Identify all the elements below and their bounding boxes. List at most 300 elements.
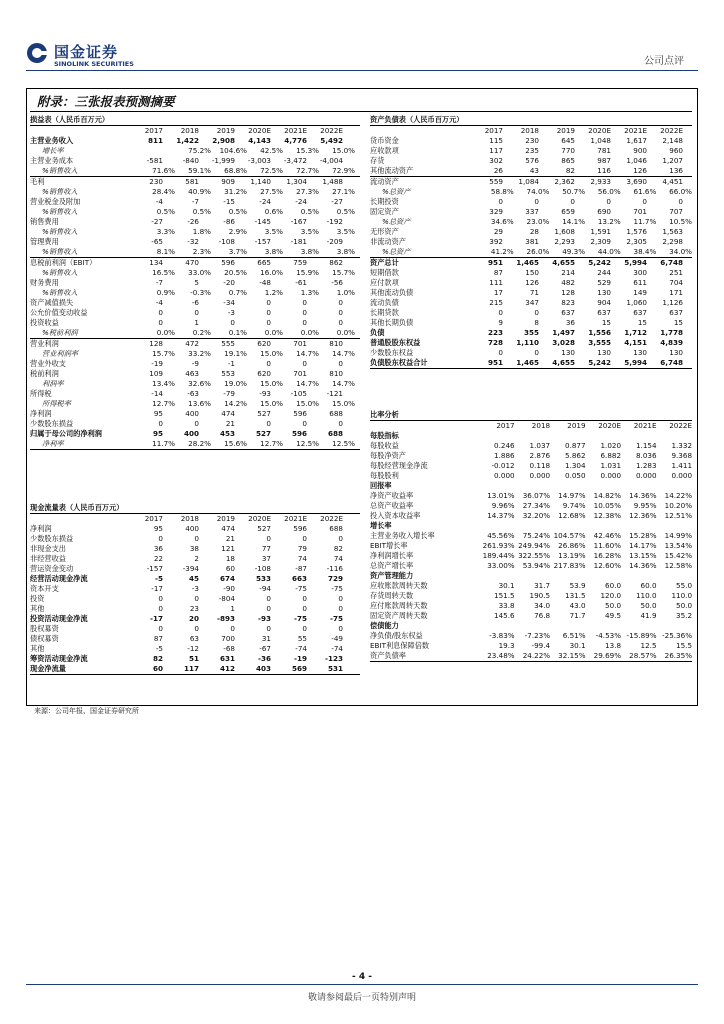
cell-value: 1,084 [518, 177, 539, 186]
row-label: 其他流动负债 [370, 288, 414, 297]
cell-value: 18 [225, 554, 235, 563]
cell-value: 0.5% [336, 207, 355, 216]
row-label: 非现金支出 [30, 544, 66, 553]
year-header-row [30, 514, 360, 524]
row-label: 营业外收支 [30, 359, 66, 368]
cell-value [550, 431, 585, 441]
cell-value: 862 [329, 258, 343, 267]
cell-value: 400 [185, 409, 199, 418]
cell-value: 116 [597, 166, 611, 175]
header-spacer [30, 514, 127, 524]
cell-value: 1.886 [494, 451, 515, 460]
cell-value: -192 [326, 217, 343, 226]
row-label: %销售收入 [42, 288, 78, 297]
cell-value: 13.8 [605, 641, 622, 650]
row-label: 投资 [30, 594, 45, 603]
cell-value: 32.15% [558, 651, 586, 660]
cell-value: 1.0% [336, 288, 355, 297]
cell-value: 10.5% [669, 217, 692, 226]
cell-value: 3.8% [336, 247, 355, 256]
cell-value: 0.7% [228, 288, 247, 297]
cell-value: 76.8 [534, 611, 551, 620]
cell-value: 58.8% [490, 187, 514, 196]
cell-value: 44.0% [597, 247, 621, 256]
cell-value: 10.20% [664, 501, 693, 510]
cell-value: 19.3 [498, 641, 515, 650]
cell-value: 82 [565, 166, 575, 175]
cell-value: 36 [153, 544, 163, 553]
table-row [30, 258, 360, 268]
cell-value: 987 [597, 156, 611, 165]
cell-value: 0 [158, 604, 163, 613]
cell-value: 68.8% [224, 166, 247, 175]
cell-value [657, 481, 692, 491]
cell-value: 659 [561, 207, 575, 216]
row-label: 回报率 [370, 481, 392, 490]
cell-value: 0.0% [264, 328, 283, 337]
cell-value: 0 [338, 419, 343, 428]
cell-value: 15.0% [260, 379, 283, 388]
cell-value: 1,608 [554, 227, 575, 236]
cell-value: 2,933 [590, 177, 611, 186]
year-header: 2017 [496, 421, 515, 430]
cell-value: -15.89% [626, 631, 657, 640]
cell-value: 1,048 [590, 136, 611, 145]
cell-value: 674 [219, 574, 235, 583]
year-header: 2018 [520, 126, 539, 135]
row-label: 净利润增长率 [370, 551, 414, 560]
cell-value: -75 [295, 584, 307, 593]
row-label: %销售收入 [42, 268, 78, 277]
table-row [30, 146, 360, 156]
cell-value: 1,422 [176, 136, 199, 145]
cell-value: 0 [338, 534, 343, 543]
cell-value: 28 [529, 227, 539, 236]
year-header: 2019 [216, 514, 235, 523]
row-label: 负债股东权益合计 [370, 358, 428, 367]
cell-value: 0 [642, 197, 647, 206]
cell-value: -17 [150, 614, 163, 623]
cell-value: -4,004 [319, 156, 343, 165]
table-row [370, 227, 692, 237]
cell-value: 302 [489, 156, 503, 165]
cell-value: 5,994 [624, 258, 647, 267]
table-row [370, 541, 692, 551]
cell-value: 637 [669, 308, 683, 317]
row-label: 每股收益 [370, 441, 399, 450]
cell-value: -75 [331, 584, 343, 593]
cell-value: 14.7% [296, 379, 319, 388]
row-label: 所得税 [30, 389, 52, 398]
table-row [30, 227, 360, 237]
cell-value: 14.22% [664, 491, 693, 500]
table-row [30, 439, 360, 450]
cell-value: -167 [290, 217, 307, 226]
cell-value: 0.0% [156, 328, 175, 337]
row-label: 其他 [30, 644, 45, 653]
cell-value: 15.6% [224, 439, 247, 448]
cell-value: 0 [266, 359, 271, 368]
cell-value: 0 [266, 534, 271, 543]
cell-value: -86 [223, 217, 235, 226]
cell-value: 189.44% [482, 551, 515, 560]
cell-value: 5,492 [320, 136, 343, 145]
cell-value: -5 [155, 644, 163, 653]
cell-value: 14.82% [593, 491, 622, 500]
table-row [30, 664, 360, 675]
cell-value: 1,304 [286, 177, 307, 186]
cell-value: 322.55% [518, 551, 551, 560]
cell-value: 15.0% [332, 146, 355, 155]
cell-value: 72.5% [260, 166, 283, 175]
cell-value: 21 [225, 534, 235, 543]
cell-value: 0 [338, 308, 343, 317]
cell-value: 770 [561, 146, 575, 155]
cell-value: 3.3% [156, 227, 175, 236]
cell-value: 412 [219, 664, 235, 673]
cell-value: -116 [326, 564, 343, 573]
cell-value: -20 [223, 278, 235, 287]
cell-value: 596 [291, 429, 307, 438]
table-row [30, 318, 360, 328]
cell-value: 235 [525, 146, 539, 155]
row-label: 资产减值损失 [30, 298, 74, 307]
row-label: 应付款项 [370, 278, 399, 287]
cell-value: 12.60% [593, 561, 622, 570]
cell-value: 0 [302, 298, 307, 307]
table-row [370, 441, 692, 451]
cell-value: 5,994 [624, 358, 647, 367]
logo-english: SINOLINK SECURITIES [54, 60, 134, 68]
row-label: 利润率 [42, 379, 64, 388]
cell-value: 8.036 [635, 451, 657, 460]
cell-value: 37 [261, 554, 271, 563]
cell-value: 1,576 [626, 227, 647, 236]
cell-value: 0 [158, 594, 163, 603]
cell-value: 30.1 [569, 641, 586, 650]
cell-value: -3,472 [283, 156, 307, 165]
table-row [30, 644, 360, 654]
row-label: 非流动资产 [370, 237, 406, 246]
cell-value: 1,591 [590, 227, 611, 236]
year-header: 2022E [669, 421, 693, 430]
cell-value: 2,362 [554, 177, 575, 186]
cell-value: 51 [188, 654, 199, 663]
row-label: 经营活动现金净流 [30, 574, 88, 583]
cell-value: 9.74% [562, 501, 586, 510]
cell-value: -93 [259, 389, 271, 398]
cell-value: 0 [302, 318, 307, 327]
table-row [30, 524, 360, 534]
cell-value: 581 [185, 177, 199, 186]
table-row [370, 591, 692, 601]
cell-value: 28.4% [152, 187, 175, 196]
table-row [370, 146, 692, 156]
row-label: 筹资活动现金净流 [30, 654, 88, 663]
cell-value: -6 [191, 298, 199, 307]
cell-value: 611 [633, 278, 647, 287]
cell-value: 50.0 [676, 601, 693, 610]
table-row [30, 278, 360, 288]
cell-value: 0 [302, 419, 307, 428]
row-label: 销售费用 [30, 217, 59, 226]
cell-value: -157 [146, 564, 163, 573]
cell-value: 16.28% [593, 551, 622, 560]
cell-value: 0.246 [494, 441, 515, 450]
cell-value: 12.5% [296, 439, 319, 448]
cell-value: 8 [534, 318, 539, 327]
table-row [30, 298, 360, 308]
table-row [370, 621, 692, 631]
row-label: 货币资金 [370, 136, 399, 145]
cell-value: -19 [151, 359, 163, 368]
cell-value: 13.01% [487, 491, 515, 500]
table-row [370, 551, 692, 561]
cell-value: -3.83% [489, 631, 515, 640]
cell-value: 130 [597, 348, 611, 357]
table-row [370, 298, 692, 308]
table-row [370, 247, 692, 258]
year-header: 2017 [484, 126, 503, 135]
cell-value: 15.0% [260, 399, 283, 408]
cell-value: 4,151 [624, 338, 647, 347]
cell-value: 87 [493, 268, 503, 277]
cell-value: 0.000 [635, 471, 657, 480]
cell-value: 4,776 [284, 136, 307, 145]
cell-value: 392 [489, 237, 503, 246]
cell-value: 0.2% [192, 328, 211, 337]
cell-value: 230 [149, 177, 163, 186]
cell-value: 71 [529, 288, 539, 297]
row-label: 每股净资产 [370, 451, 406, 460]
table-row [370, 166, 692, 177]
cell-value: 120.0 [600, 591, 622, 600]
row-label: 净资产收益率 [370, 491, 414, 500]
row-label: EBIT利息保障倍数 [370, 641, 430, 650]
cell-value: 1,207 [662, 156, 683, 165]
cell-value: 5.862 [565, 451, 586, 460]
row-label: %销售收入 [42, 166, 78, 175]
cell-value: 45 [188, 574, 199, 583]
cell-value: 72.9% [332, 166, 355, 175]
cell-value: 2 [194, 554, 199, 563]
cell-value: 26.35% [664, 651, 693, 660]
cell-value: 32.6% [188, 379, 211, 388]
cell-value [657, 621, 692, 631]
cell-value: -14 [151, 389, 163, 398]
row-label: 股权募资 [30, 624, 59, 633]
cell-value: 355 [523, 328, 539, 337]
cell-value: 823 [561, 298, 575, 307]
table-row [30, 217, 360, 227]
cell-value: 128 [149, 339, 163, 348]
cell-value: 2.876 [529, 451, 551, 460]
row-label: %销售收入 [42, 187, 78, 196]
cell-value: -4 [155, 298, 163, 307]
cell-value: -1 [227, 359, 235, 368]
cell-value: 128 [561, 288, 575, 297]
cell-value: 110.0 [671, 591, 693, 600]
cell-value: 1.332 [671, 441, 693, 450]
cell-value: 12.36% [629, 511, 657, 520]
cell-value: 1.411 [671, 461, 693, 470]
cell-value: 134 [149, 258, 163, 267]
table-row [370, 531, 692, 541]
cell-value: 21 [225, 419, 235, 428]
cell-value: 5,242 [588, 358, 611, 367]
cell-value: 2,148 [662, 136, 683, 145]
cell-value: 482 [561, 278, 575, 287]
cell-value: 0.5% [228, 207, 247, 216]
cell-value: 1,465 [516, 358, 539, 367]
cell-value: 0.1% [228, 328, 247, 337]
cell-value: 13.15% [629, 551, 657, 560]
cell-value: 50.0 [640, 601, 657, 610]
cell-value: 60 [225, 564, 235, 573]
cell-value: 74.0% [526, 187, 550, 196]
row-label: 投入资本收益率 [370, 511, 421, 520]
cell-value: 0.050 [565, 471, 586, 480]
cell-value: 1.3% [300, 288, 319, 297]
cell-value: 14.36% [629, 561, 657, 570]
cell-value: 0 [194, 624, 199, 633]
cell-value: -74 [295, 644, 307, 653]
cell-value: -123 [325, 654, 343, 663]
doc-type: 公司点评 [644, 56, 684, 67]
header-rule [26, 70, 698, 71]
table-row [370, 581, 692, 591]
cell-value: 0.9% [156, 288, 175, 297]
cell-value: 42.5% [260, 146, 283, 155]
cell-value [139, 146, 175, 156]
cell-value: -1,999 [211, 156, 235, 165]
table-row [370, 611, 692, 621]
table-row [30, 339, 360, 349]
cell-value: 704 [669, 278, 683, 287]
cell-value: -15 [223, 197, 235, 206]
cell-value: 300 [633, 268, 647, 277]
cell-value: 0 [338, 604, 343, 613]
cell-value: 249.94% [518, 541, 551, 550]
cell-value: 12.38% [593, 511, 622, 520]
row-label: 每股指标 [370, 431, 399, 440]
cell-value: 26.86% [558, 541, 586, 550]
row-label: 负债 [370, 328, 385, 337]
table-row [370, 197, 692, 207]
table-row [30, 379, 360, 389]
ratio-analysis [370, 410, 692, 662]
cell-value: 49.5 [605, 611, 622, 620]
cell-value: 0 [606, 197, 611, 206]
cell-value: 104.6% [219, 146, 247, 155]
cell-value: 555 [221, 339, 235, 348]
cell-value: 71.6% [152, 166, 175, 175]
header-spacer [370, 421, 479, 431]
cell-value: 28.57% [629, 651, 657, 660]
cell-value [586, 621, 621, 631]
cell-value: 0 [534, 308, 539, 317]
table-row [30, 584, 360, 594]
cell-value: 3.5% [300, 227, 319, 236]
cell-value: -27 [331, 197, 343, 206]
cell-value: 329 [489, 207, 503, 216]
cell-value: 1.8% [192, 227, 211, 236]
cell-value: 0 [266, 624, 271, 633]
cell-value: 0 [266, 594, 271, 603]
table-row [370, 471, 692, 481]
table-caption: 资产负债表（人民币百万元） [370, 115, 692, 126]
cell-value: 149 [633, 288, 647, 297]
cell-value: 42.46% [593, 531, 622, 540]
table-caption: 比率分析 [370, 410, 692, 421]
cell-value: 474 [221, 409, 235, 418]
balance-sheet [370, 115, 692, 369]
cell-value: 14.7% [332, 379, 355, 388]
year-header: 2021E [284, 126, 307, 135]
table-row [370, 561, 692, 571]
cell-value: 0 [266, 318, 271, 327]
table-row [30, 156, 360, 166]
cell-value: -61 [295, 278, 307, 287]
cell-value: -26 [187, 217, 199, 226]
cell-value [550, 481, 585, 491]
row-label: 总资产收益率 [370, 501, 414, 510]
cell-value [515, 521, 550, 531]
cell-value: 190.5 [529, 591, 551, 600]
cell-value: 60.0 [605, 581, 622, 590]
cell-value: 14.36% [629, 491, 657, 500]
cell-value: 19.1% [224, 349, 247, 358]
cell-value: 1,778 [660, 328, 683, 337]
year-header: 2019 [216, 126, 235, 135]
row-label: 普通股股东权益 [370, 338, 421, 347]
table-row [30, 399, 360, 409]
cell-value: 596 [221, 258, 235, 267]
cell-value: 0 [302, 624, 307, 633]
cell-value: 0.5% [156, 207, 175, 216]
row-label: 偿债能力 [370, 621, 399, 630]
cell-value: 30.1 [498, 581, 515, 590]
cell-value: 33.0% [188, 268, 211, 277]
cell-value: 707 [669, 207, 683, 216]
cell-value: 470 [185, 258, 199, 267]
cell-value: 214 [561, 268, 575, 277]
cell-value [479, 481, 514, 491]
year-header: 2022E [320, 126, 343, 135]
cell-value: 26 [493, 166, 503, 175]
cell-value: 15.7% [152, 349, 175, 358]
cell-value: 1,140 [250, 177, 271, 186]
cell-value [621, 521, 656, 531]
row-label: 资产管理能力 [370, 571, 414, 580]
cell-value: -893 [217, 614, 235, 623]
cell-value: 0 [498, 197, 503, 206]
year-header-row [370, 421, 692, 431]
logo-name: 国金证券 [54, 43, 119, 61]
cell-value: 35.2 [676, 611, 693, 620]
cell-value: 0 [266, 298, 271, 307]
cell-value: 3.8% [264, 247, 283, 256]
cell-value: 49.3% [562, 247, 586, 256]
table-row [370, 358, 692, 369]
cell-value: 9.95% [633, 501, 657, 510]
cell-value: 701 [293, 369, 307, 378]
cell-value: 0 [338, 318, 343, 327]
cell-value [515, 621, 550, 631]
cell-value: 810 [329, 339, 343, 348]
row-label: 固定资产周转天数 [370, 611, 428, 620]
row-label: 净利润 [30, 524, 52, 533]
